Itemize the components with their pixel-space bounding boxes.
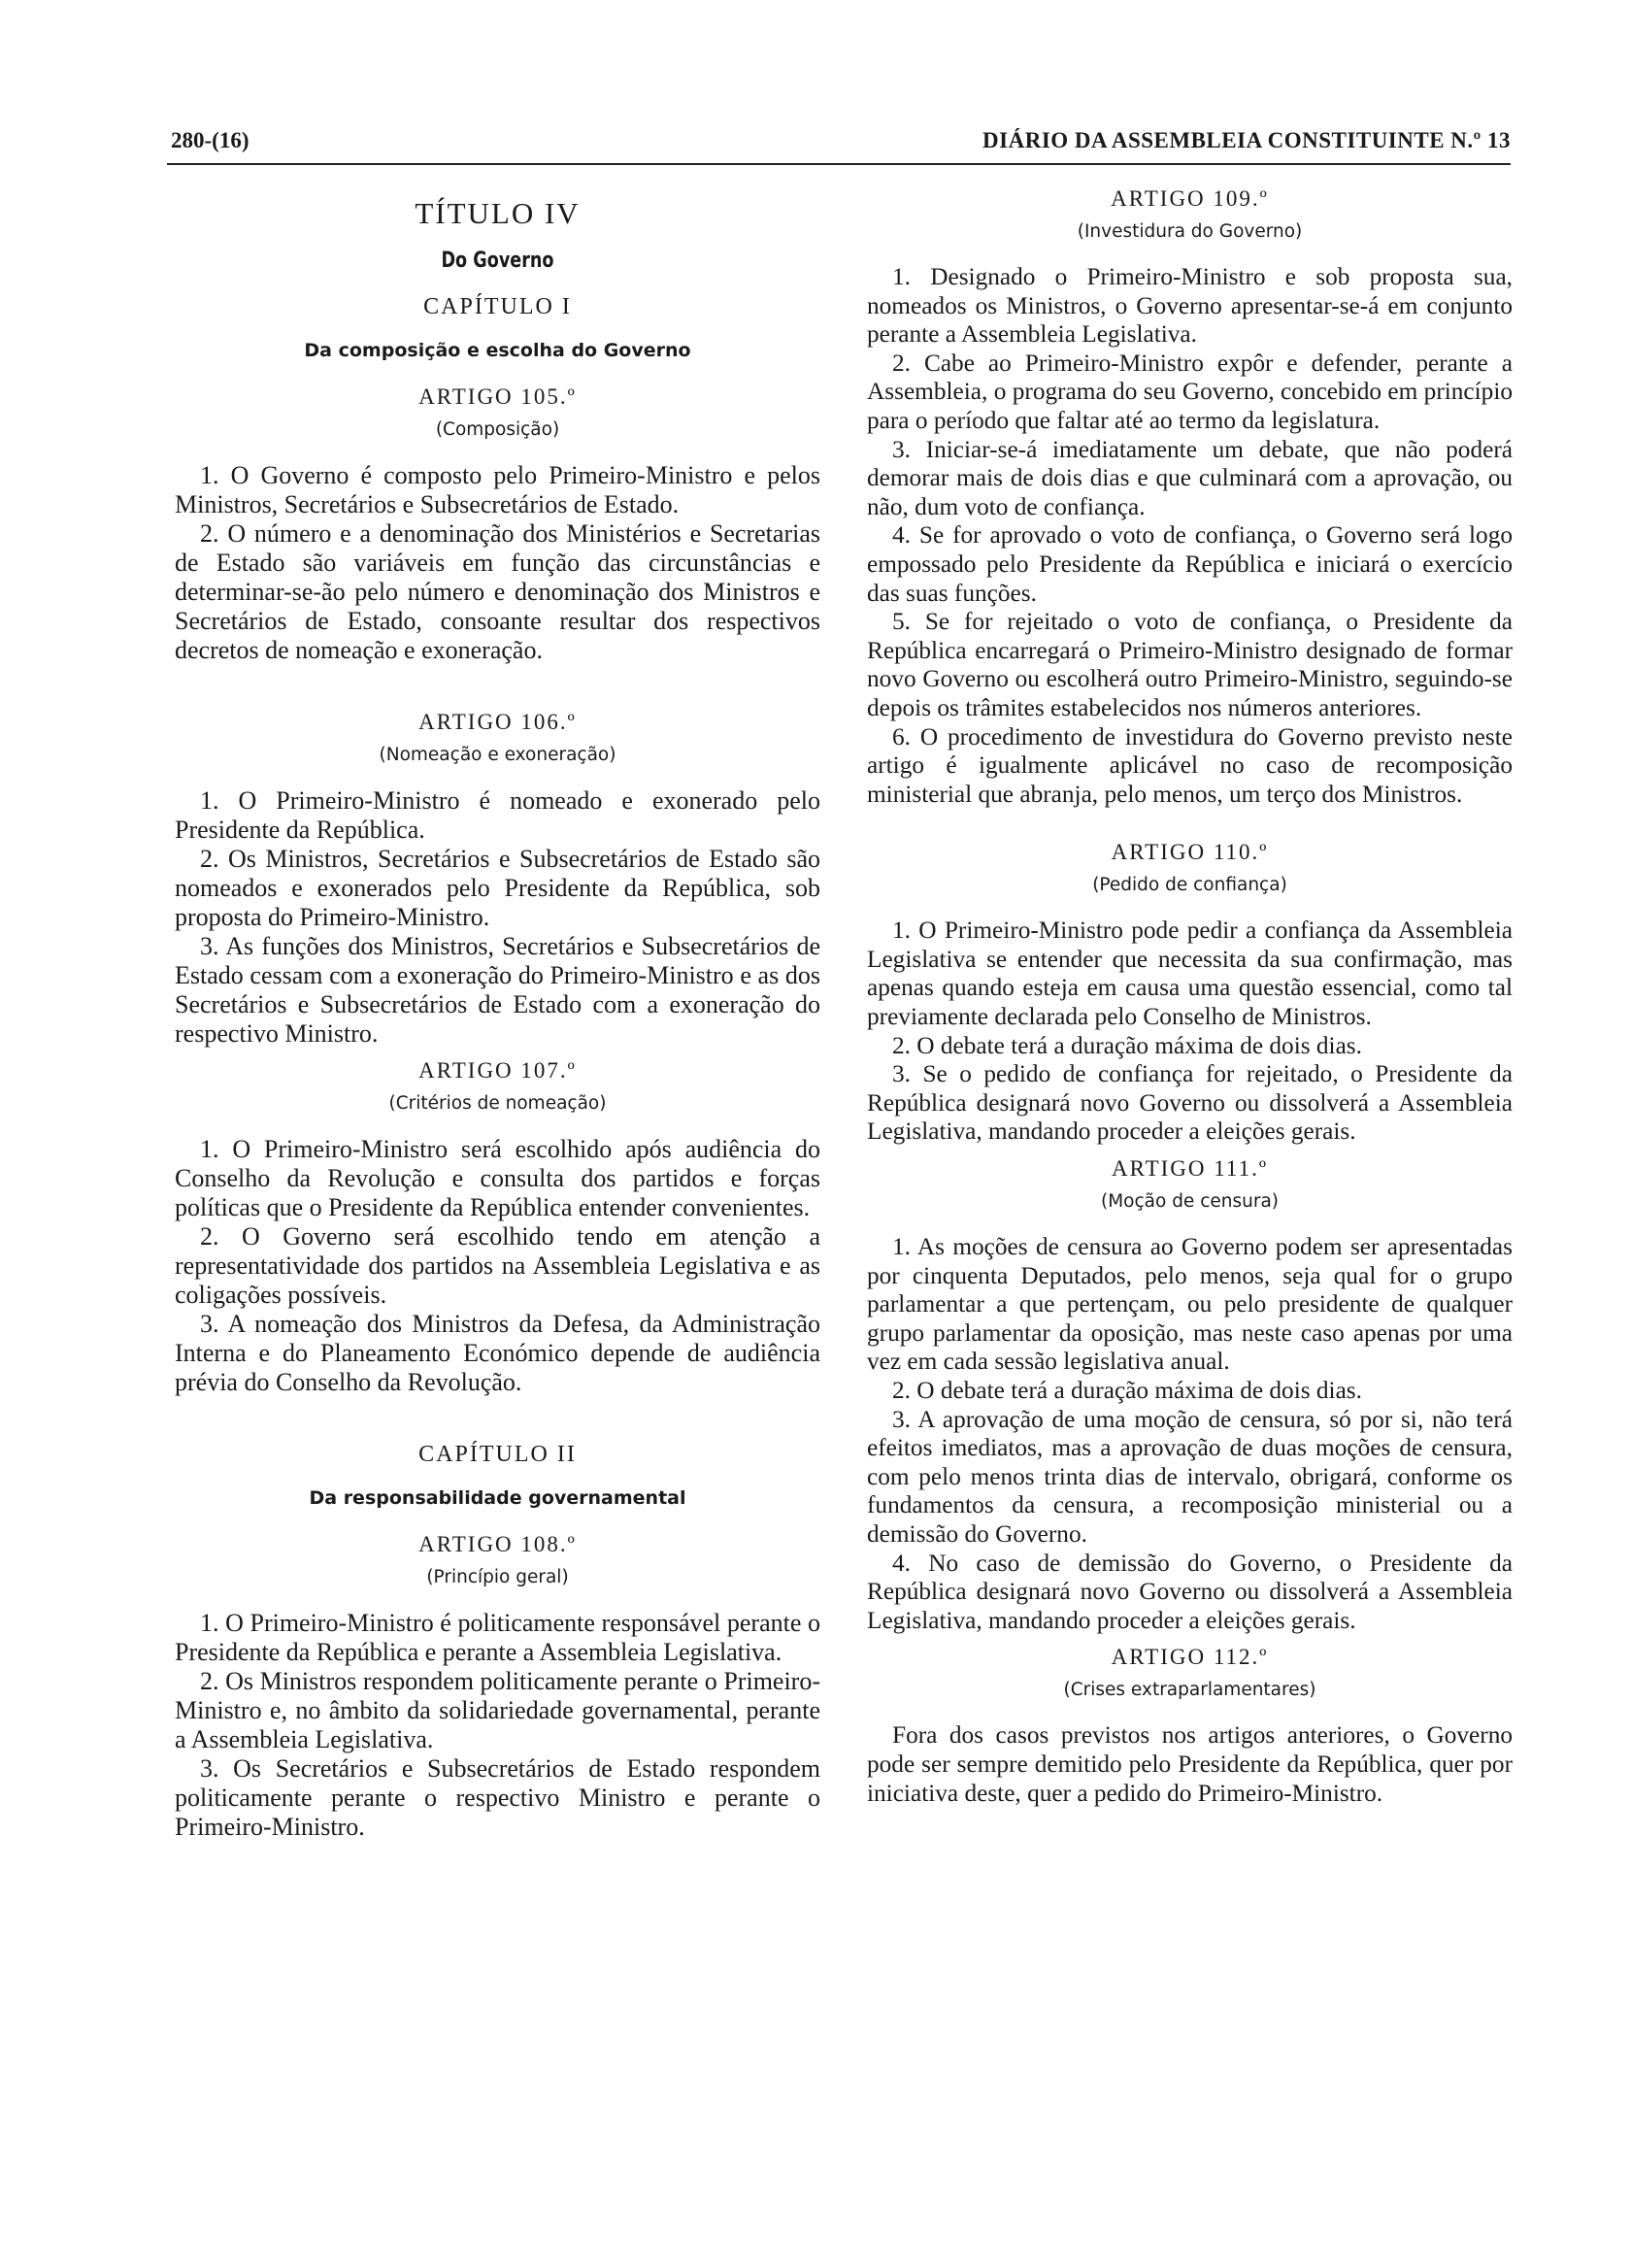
article-heading: ARTIGO 109.º: [1111, 186, 1269, 211]
article-description: (Pedido de confiança): [1092, 875, 1287, 896]
paragraph: 2. O número e a denominação dos Ministérios e Secretarias de Estado são variáveis em função das circunstâncias e determinar-se-ão pelo número e denominação dos Ministros e Secretários de Estado, consoante resultar dos respectivos decretos de nomeação e exoneração.: [175, 519, 820, 664]
paragraph: 3. Os Secretários e Subsecretários de Estado respondem politicamente perante o respectivo Ministro e perante o Primeiro-Ministro.: [175, 1754, 820, 1841]
paragraph: 2. Os Ministros respondem politicamente perante o Primeiro-Ministro e, no âmbito da solidariedade governamental, perante a Assembleia Legislativa.: [175, 1667, 820, 1753]
chapter-description: Da responsabilidade governamental: [309, 1487, 686, 1509]
paragraph: 5. Se for rejeitado o voto de confiança, o Presidente da República encarregará o Primeiro-Ministro designado de formar novo Governo ou escolherá outro Primeiro-Ministro, seguindo-se depois os trâmites estabelecidos nos números anteriores.: [867, 608, 1513, 721]
paragraph: Fora dos casos previstos nos artigos anteriores, o Governo pode ser sempre demitido pelo Presidente da República, quer por iniciativa deste, quer a pedido do Primeiro-Ministro.: [867, 1721, 1513, 1807]
paragraph: 2. Cabe ao Primeiro-Ministro expôr e defender, perante a Assembleia, o programa do seu Governo, concebido em princípio para o período que faltar até ao termo da legislatura.: [867, 349, 1513, 434]
paragraph: 3. A aprovação de uma moção de censura, só por si, não terá efeitos imediatos, mas a aprovação de duas moções de censura, com pelo menos trinta dias de intervalo, obrigará, conforme os fundamentos da censura, a recomposição ministerial ou a demissão do Governo.: [867, 1405, 1513, 1548]
article-heading: ARTIGO 112.º: [1111, 1645, 1269, 1670]
article-description: (Investidura do Governo): [1077, 221, 1303, 242]
right-column: [867, 186, 1513, 1808]
title-heading: TÍTULO IV: [415, 196, 581, 230]
paragraph: 2. O Governo será escolhido tendo em atenção a representatividade dos partidos na Assembleia Legislativa e as coligações possíveis.: [175, 1222, 820, 1309]
article-heading: ARTIGO 105.º: [418, 384, 577, 409]
article-heading: ARTIGO 110.º: [1111, 840, 1269, 865]
paragraph: 2. O debate terá a duração máxima de dois dias.: [892, 1377, 1362, 1404]
article-description: (Moção de censura): [1100, 1191, 1279, 1213]
paragraph: 1. O Primeiro-Ministro pode pedir a confiança da Assembleia Legislativa se entender que necessita da sua confirmação, mas apenas quando esteja em causa uma questão essencial, como tal previamente declarada pelo Conselho de Ministros.: [867, 917, 1513, 1031]
title-subheading: Do Governo: [441, 249, 554, 273]
chapter-heading: CAPÍTULO II: [418, 1442, 577, 1467]
paragraph: 6. O procedimento de investidura do Governo previsto neste artigo é igualmente aplicável no caso de recomposição ministerial que abranja, pelo menos, um terço dos Ministros.: [867, 722, 1513, 808]
journal-title: DIÁRIO DA ASSEMBLEIA CONSTITUINTE N.º 13: [982, 128, 1511, 152]
article-description: (Critérios de nomeação): [388, 1093, 607, 1114]
page-number: 280-(16): [171, 128, 250, 152]
paragraph: 2. Os Ministros, Secretários e Subsecretários de Estado são nomeados e exonerados pelo Presidente da República, sob proposta do Primeiro-Ministro.: [175, 845, 820, 931]
chapter-heading: CAPÍTULO I: [423, 294, 572, 319]
page-header: [167, 128, 1511, 165]
article-description: (Crises extraparlamentares): [1063, 1680, 1316, 1701]
paragraph: 1. O Primeiro-Ministro é politicamente responsável perante o Presidente da República e perante a Assembleia Legislativa.: [175, 1609, 820, 1666]
paragraph: 3. Iniciar-se-á imediatamente um debate, que não poderá demorar mais de dois dias e que culminará com a aprovação, ou não, dum voto de confiança.: [867, 435, 1513, 520]
paragraph: 4. No caso de demissão do Governo, o Presidente da República designará novo Governo ou dissolverá a Assembleia Legislativa, mandando proceder a eleições gerais.: [867, 1549, 1513, 1634]
paragraph: 1. O Governo é composto pelo Primeiro-Ministro e pelos Ministros, Secretários e Subsecretários de Estado.: [175, 461, 820, 518]
paragraph: 1. As moções de censura ao Governo podem ser apresentadas por cinquenta Deputados, pelo menos, seja qual for o grupo parlamentar a que pertençam, ou pelo presidente de qualquer grupo parlamentar da oposição, mas neste caso apenas por uma vez em cada sessão legislativa anual.: [867, 1233, 1513, 1376]
article-heading: ARTIGO 106.º: [418, 710, 577, 734]
paragraph: 1. O Primeiro-Ministro será escolhido após audiência do Conselho da Revolução e consulta dos partidos e forças políticas que o Presidente da República entender convenientes.: [175, 1135, 820, 1221]
left-column: [175, 186, 820, 1842]
article-heading: ARTIGO 108.º: [418, 1532, 577, 1556]
paragraph: 3. A nomeação dos Ministros da Defesa, da Administração Interna e do Planeamento Económico depende de audiência prévia do Conselho da Revolução.: [175, 1310, 820, 1396]
paragraph: 3. As funções dos Ministros, Secretários e Subsecretários de Estado cessam com a exoneração do Primeiro-Ministro e as dos Secretários e Subsecretários de Estado com a exoneração do respectivo Ministro.: [175, 932, 820, 1048]
article-description: (Composição): [435, 419, 560, 440]
article-description: (Princípio geral): [426, 1567, 569, 1587]
article-heading: ARTIGO 111.º: [1112, 1156, 1268, 1182]
article-description: (Nomeação e exoneração): [379, 745, 616, 765]
paragraph: 2. O debate terá a duração máxima de dois dias.: [892, 1031, 1362, 1059]
paragraph: 1. O Primeiro-Ministro é nomeado e exonerado pelo Presidente da República.: [175, 786, 820, 844]
paragraph: 4. Se for aprovado o voto de confiança, o Governo será logo empossado pelo Presidente da República e iniciará o exercício das suas funções.: [867, 521, 1513, 607]
paragraph: 3. Se o pedido de confiança for rejeitado, o Presidente da República designará novo Governo ou dissolverá a Assembleia Legislativa, mandando proceder a eleições gerais.: [867, 1060, 1513, 1146]
chapter-description: Da composição e escolha do Governo: [304, 340, 691, 361]
article-heading: ARTIGO 107.º: [418, 1058, 577, 1083]
paragraph: 1. Designado o Primeiro-Ministro e sob proposta sua, nomeados os Ministros, o Governo apresentar-se-á em conjunto perante a Assembleia Legislativa.: [867, 263, 1513, 349]
